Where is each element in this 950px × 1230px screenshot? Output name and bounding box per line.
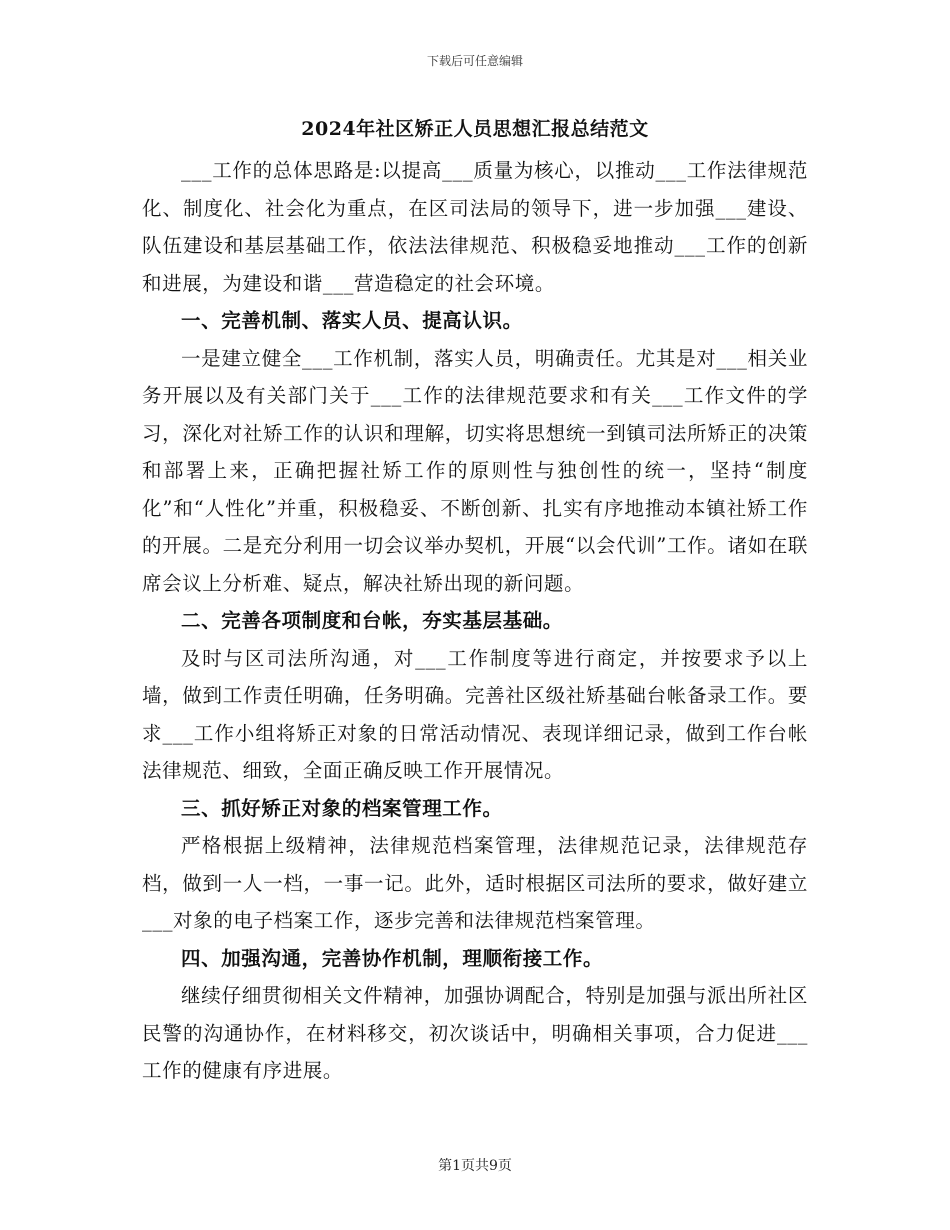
document-body [142, 116, 808, 1090]
section-heading-1: 一、完善机制、落实人员、提高认识。 [181, 309, 523, 332]
section-body-1: 一是建立健全___工作机制，落实人员，明确责任。尤其是对___相关业务开展以及有关部门关于___工作的法律规范要求和有关___工作文件的学习，深化对社矫工作的认识和理解，切实将思想统一到镇司法所矫正的决策和部署上来，正确把握社矫工作的原则性与独创性的统一，坚持“制度化”和“人性化”并重，积极稳妥、不断创新、扎实有序地推动本镇社矫工作的开展。二是充分利用一切会议举办契机，开展“以会代训”工作。诸如在联席会议上分析难、疑点，解决社矫出现的新问题。 [142, 346, 808, 595]
section-body-3: 严格根据上级精神，法律规范档案管理，法律规范记录，法律规范存档，做到一人一档，一事一记。此外，适时根据区司法所的要求，做好建立___对象的电子档案工作，逐步完善和法律规范档案管理。 [142, 834, 808, 932]
page-header-note: 下载后可任意编辑 [426, 54, 523, 68]
section-body-2: 及时与区司法所沟通，对___工作制度等进行商定，并按要求予以上墙，做到工作责任明确，任务明确。完善社区级社矫基础台帐备录工作。要求___工作小组将矫正对象的日常活动情况、表现详细记录，做到工作台帐法律规范、细致，全面正确反映工作开展情况。 [142, 646, 808, 782]
section-body-4: 继续仔细贯彻相关文件精神，加强协调配合，特别是加强与派出所社区民警的沟通协作，在材料移交，初次谈话中，明确相关事项，合力促进___工作的健康有序进展。 [142, 984, 808, 1082]
section-heading-4: 四、加强沟通，完善协作机制，理顺衔接工作。 [181, 946, 604, 970]
section-heading-3: 三、抓好矫正对象的档案管理工作。 [181, 796, 503, 820]
page-number-footer: 第1页共9页 [438, 1158, 512, 1174]
document-title: 2024年社区矫正人员思想汇报总结范文 [301, 118, 649, 140]
section-heading-2: 二、完善各项制度和台帐，夯实基层基础。 [181, 609, 563, 632]
intro-paragraph: ___工作的总体思路是:以提高___质量为核心，以推动___工作法律规范化、制度化、社会化为重点，在区司法局的领导下，进一步加强___建设、队伍建设和基层基础工作，依法法律规范、积极稳妥地推动___工作的创新和进展，为建设和谐___营造稳定的社会环境。 [142, 159, 808, 295]
